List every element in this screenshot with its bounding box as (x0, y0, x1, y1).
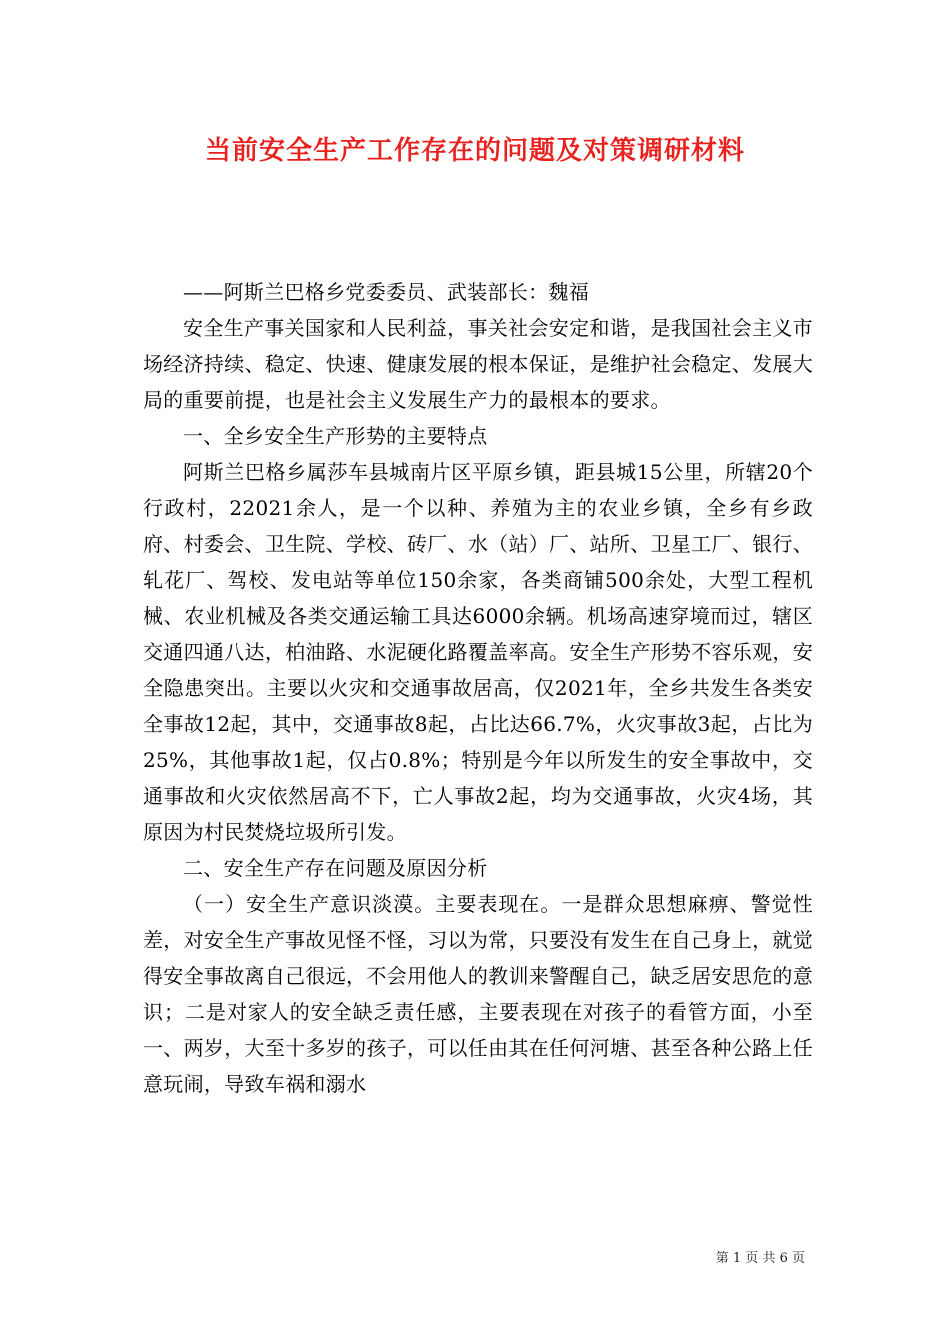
author-line: ——阿斯兰巴格乡党委委员、武装部长：魏福 (183, 280, 589, 304)
document-body (143, 274, 813, 1102)
document-title: 当前安全生产工作存在的问题及对策调研材料 (204, 136, 745, 166)
paragraph: 阿斯兰巴格乡属莎车县城南片区平原乡镇，距县城15公里，所辖20个行政村，22021余人，是一个以种、养殖为主的农业乡镇，全乡有乡政府、村委会、卫生院、学校、砖厂、水（站）厂、站所、卫星工厂、银行、轧花厂、驾校、发电站等单位150余家，各类商铺500余处，大型工程机械、农业机械及各类交通运输工具达6000余辆。机场高速穿境而过，辖区交通四通八达，柏油路、水泥硬化路覆盖率高。安全生产形势不容乐观，安全隐患突出。主要以火灾和交通事故居高，仅2021年，全乡共发生各类安全事故12起，其中，交通事故8起，占比达66.7%，火灾事故3起，占比为25%，其他事故1起，仅占0.8%；特别是今年以所发生的安全事故中，交通事故和火灾依然居高不下，亡人事故2起，均为交通事故，火灾4场，其原因为村民焚烧垃圾所引发。 (143, 460, 813, 844)
paragraph: 安全生产事关国家和人民利益，事关社会安定和谐，是我国社会主义市场经济持续、稳定、快速、健康发展的根本保证，是维护社会稳定、发展大局的重要前提，也是社会主义发展生产力的最根本的要求。 (143, 316, 813, 412)
section-heading: 一、全乡安全生产形势的主要特点 (183, 424, 488, 448)
page-number: 第 1 页 共 6 页 (715, 1251, 805, 1266)
paragraph: （一）安全生产意识淡漠。主要表现在。一是群众思想麻痹、警觉性差，对安全生产事故见怪不怪，习以为常，只要没有发生在自己身上，就觉得安全事故离自己很远，不会用他人的教训来警醒自己，缺乏居安思危的意识；二是对家人的安全缺乏责任感，主要表现在对孩子的看管方面，小至一、两岁，大至十多岁的孩子，可以任由其在任何河塘、甚至各种公路上任意玩闹，导致车祸和溺水 (143, 892, 813, 1096)
section-heading: 二、安全生产存在问题及原因分析 (183, 856, 488, 880)
